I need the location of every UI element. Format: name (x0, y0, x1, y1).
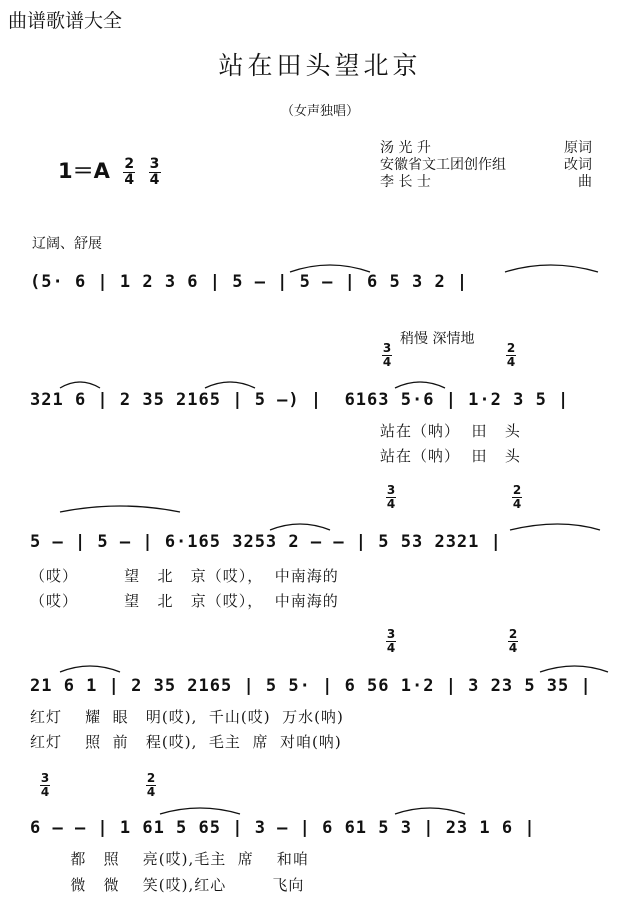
time-signature-change: 2 4 (506, 341, 516, 369)
time-signature-change: 3 4 (386, 483, 396, 511)
notation-line-1: (5· 6 | 1 2 3 6 | 5 — | 5 — | 6 5 3 2 | (30, 272, 469, 292)
time-signature-change: 2 4 (146, 771, 156, 799)
credit-role: 曲 (578, 174, 592, 190)
notation-line-4: 21 6 1 | 2 35 2165 | 5 5· | 6 56 1·2 | 3 23 5 35 | (30, 676, 592, 696)
notation-line-5: 6 — — | 1 61 5 65 | 3 — | 6 61 5 3 | 23 1 6 | (30, 818, 536, 838)
credit-name: 李 长 士 (380, 174, 431, 190)
expression-marking: 稍慢 深情地 (400, 331, 475, 347)
slur-arc (505, 265, 598, 272)
lyric-line-2-verse-2: 站在（呐） 田 头 (380, 447, 521, 465)
credit-music (380, 174, 592, 191)
lyric-line-3-verse-2: （哎） 望 北 京（哎）， 中南海的 (30, 592, 339, 610)
credit-original-lyrics (380, 140, 592, 157)
notation-line-2: 321 6 | 2 35 2165 | 5 —) | 6163 5·6 | 1·2 3 5 | (30, 390, 570, 410)
time-signature-change: 3 4 (386, 627, 396, 655)
slur-arc (540, 666, 608, 672)
slur-arc (395, 808, 465, 814)
time-signature-3-4: $\frac{3}{4}$ (149, 155, 160, 188)
slur-arc (205, 382, 255, 388)
slur-arc (510, 524, 600, 530)
credit-role: 原词 (564, 140, 592, 156)
credit-name: 安徽省文工团创作组 (380, 157, 506, 173)
song-subtitle: （女声独唱） (280, 104, 359, 119)
tie-arc (60, 506, 180, 512)
notation-line-3: 5 — | 5 — | 6·165 3253 2 — — | 5 53 2321 | (30, 532, 502, 552)
song-title: 站在田头望北京 (218, 51, 422, 80)
slur-arc (60, 382, 100, 388)
lyric-line-2-verse-1: 站在（呐） 田 头 (380, 422, 521, 440)
slur-arc (160, 808, 240, 814)
site-label: 曲谱歌谱大全 (8, 10, 123, 32)
lyric-line-5-verse-2: 微 微 笑(哎),红心 飞向 (30, 876, 305, 894)
time-signature-change: 3 4 (382, 341, 392, 369)
time-signature-change: 2 4 (508, 627, 518, 655)
time-signature-change: 2 4 (512, 483, 522, 511)
time-signature-2-4: $\frac{2}{4}$ (124, 155, 135, 188)
credits (380, 140, 592, 191)
lyric-line-5-verse-1: 都 照 亮(哎),毛主 席 和咱 (30, 850, 309, 868)
key-signature (58, 155, 161, 188)
lyric-line-3-verse-1: （哎） 望 北 京（哎）， 中南海的 (30, 567, 339, 585)
lyric-line-4-verse-1: 红灯 耀 眼 明(哎), 千山(哎) 万水(呐) (30, 708, 344, 726)
key-signature-text: 1＝A (58, 159, 110, 183)
credit-role: 改词 (564, 157, 592, 173)
credit-name: 汤 光 升 (380, 140, 431, 156)
slur-arc (270, 524, 330, 530)
credit-revised-lyrics (380, 157, 592, 174)
slur-arc (60, 666, 120, 672)
tempo-marking: 辽阔、舒展 (32, 236, 102, 252)
slur-arc (395, 382, 445, 388)
time-signature-change: 3 4 (40, 771, 50, 799)
tie-arc (290, 265, 370, 272)
lyric-line-4-verse-2: 红灯 照 前 程(哎), 毛主 席 对咱(呐) (30, 733, 342, 751)
